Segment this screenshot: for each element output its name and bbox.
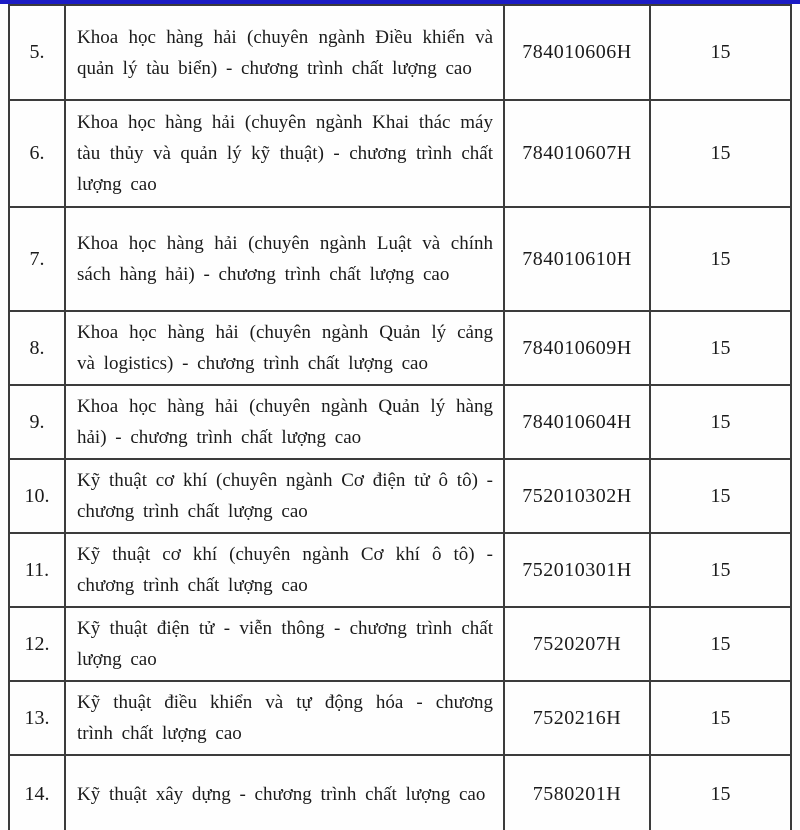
row-number: 10. xyxy=(10,460,66,532)
table-row xyxy=(10,6,790,101)
benchmark-score: 15 xyxy=(710,410,731,433)
program-code: 784010607H xyxy=(505,101,651,206)
row-number: 5. xyxy=(10,6,66,99)
benchmark-score: 15 xyxy=(710,484,731,507)
row-number: 7. xyxy=(10,208,66,310)
table-row xyxy=(10,208,790,312)
program-name: Kỹ thuật xây dựng - chương trình chất lượng cao xyxy=(77,784,486,805)
program-name: Khoa học hàng hải (chuyên ngành Quản lý hàng hải) - chương trình chất lượng cao xyxy=(77,396,493,448)
program-name-cell xyxy=(66,756,505,830)
benchmark-score: 15 xyxy=(710,558,731,581)
program-name: Khoa học hàng hải (chuyên ngành Khai thác máy tàu thủy và quản lý kỹ thuật) - chương trình chất lượng cao xyxy=(77,112,493,195)
program-name-cell xyxy=(66,208,505,310)
admissions-table-body xyxy=(10,6,790,830)
table-row xyxy=(10,756,790,830)
table-row xyxy=(10,386,790,460)
benchmark-score: 15 xyxy=(710,336,731,359)
table-row xyxy=(10,460,790,534)
program-name-cell xyxy=(66,608,505,680)
table-row xyxy=(10,534,790,608)
program-name-cell xyxy=(66,6,505,99)
program-code: 7580201H xyxy=(505,756,651,830)
program-code: 784010604H xyxy=(505,386,651,458)
program-name: Khoa học hàng hải (chuyên ngành Luật và chính sách hàng hải) - chương trình chất lượng cao xyxy=(77,233,493,285)
benchmark-score: 15 xyxy=(710,142,731,164)
program-code: 752010301H xyxy=(505,534,651,606)
program-name: Kỹ thuật điều khiển và tự động hóa - chương trình chất lượng cao xyxy=(77,692,493,744)
table-row xyxy=(10,682,790,756)
program-code: 784010609H xyxy=(505,312,651,384)
program-name-cell xyxy=(66,682,505,754)
benchmark-score: 15 xyxy=(710,247,731,270)
program-name-cell xyxy=(66,460,505,532)
row-number: 8. xyxy=(10,312,66,384)
program-name-cell xyxy=(66,101,505,206)
benchmark-score: 15 xyxy=(710,783,731,805)
program-name: Kỹ thuật cơ khí (chuyên ngành Cơ điện tử ô tô) - chương trình chất lượng cao xyxy=(77,470,493,522)
program-code: 784010610H xyxy=(505,208,651,310)
row-number: 13. xyxy=(10,682,66,754)
benchmark-score: 15 xyxy=(710,632,731,655)
row-number: 9. xyxy=(10,386,66,458)
program-code: 752010302H xyxy=(505,460,651,532)
program-code: 7520207H xyxy=(505,608,651,680)
benchmark-score: 15 xyxy=(710,706,731,729)
row-number: 14. xyxy=(10,756,66,830)
program-name: Khoa học hàng hải (chuyên ngành Quản lý cảng và logistics) - chương trình chất lượng cao xyxy=(77,322,493,374)
program-name: Khoa học hàng hải (chuyên ngành Điều khiển và quản lý tàu biển) - chương trình chất lượng cao xyxy=(77,26,493,79)
program-name-cell xyxy=(66,386,505,458)
program-name: Kỹ thuật cơ khí (chuyên ngành Cơ khí ô tô) - chương trình chất lượng cao xyxy=(77,544,493,596)
row-number: 6. xyxy=(10,101,66,206)
table-row xyxy=(10,608,790,682)
row-number: 11. xyxy=(10,534,66,606)
program-code: 784010606H xyxy=(505,6,651,99)
program-name: Kỹ thuật điện tử - viễn thông - chương trình chất lượng cao xyxy=(77,618,493,670)
benchmark-score: 15 xyxy=(710,41,731,63)
program-name-cell xyxy=(66,534,505,606)
program-name-cell xyxy=(66,312,505,384)
row-number: 12. xyxy=(10,608,66,680)
table-row xyxy=(10,312,790,386)
table-row xyxy=(10,101,790,208)
admissions-table xyxy=(8,4,792,830)
program-code: 7520216H xyxy=(505,682,651,754)
